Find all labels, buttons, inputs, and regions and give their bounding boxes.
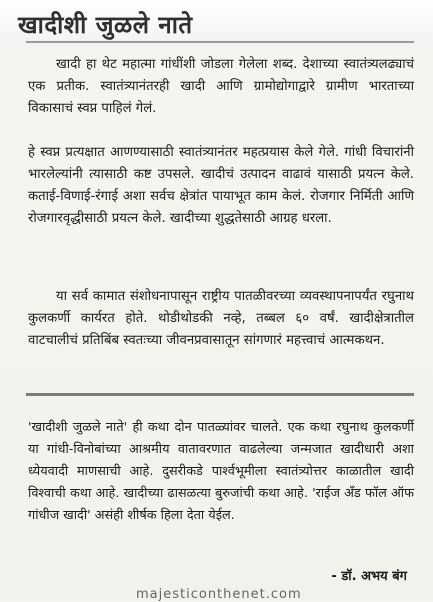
section-divider bbox=[26, 393, 414, 396]
paragraph-3 bbox=[28, 286, 414, 352]
top-divider bbox=[26, 41, 414, 43]
paragraph-1 bbox=[28, 54, 414, 120]
book-title: खादीशी जुळले नाते bbox=[18, 11, 193, 39]
website-watermark: majesticonthenet.com bbox=[136, 587, 302, 602]
paragraph-text: हे स्वप्न प्रत्यक्षात आणण्यासाठी स्वातंत्र्यानंतर महत्प्रयास केले गेले. गांधी विचारांनी भारलेल्यांनी त्यासाठी कष्ट उपसले. खादीचं उत्पादन वाढावं यासाठी प्रयत्न केले. कताई-विणाई-रंगाई अशा सर्वच क्षेत्रांत पायाभूत काम केलं. रोजगार निर्मिती आणि रोजगारवृद्धीसाठी प्रयत्न केले. खादीच्या शुद्धतेसाठी आग्रह धरला. bbox=[28, 145, 414, 226]
quote-author: - डॉ. अभय बंग bbox=[331, 569, 407, 584]
paragraph-2 bbox=[28, 142, 414, 230]
title-banner bbox=[0, 0, 433, 46]
paragraph-text: या सर्व कामात संशोधनापासून राष्ट्रीय पातळीवरच्या व्यवस्थापनापर्यंत रघुनाथ कुलकर्णी कार्यरत होते. थोडीथोडकी नव्हे, तब्बल ६० वर्षं. खादीक्षेत्रातील वाटचालीचं प्रतिबिंब स्वतःच्या जीवनप्रवासातून सांगणारं महत्त्वाचं आत्मकथन. bbox=[28, 289, 414, 348]
review-quote: 'खादीशी जुळले नाते' ही कथा दोन पातळ्यांवर चालते. एक कथा रघुनाथ कुलकर्णी या गांधी-विनोबांच्या आश्रमीय वातावरणात वाढलेल्या जन्मजात खादीधारी अशा ध्येयवादी माणसाची आहे. दुसरीकडे पार्श्वभूमीला स्वातंत्र्योत्तर काळातील खादी विश्वाची कथा आहे. खादीच्या ढासळत्या बुरुजांची कथा आहे. 'राईज अँड फॉल ऑफ गांधीज खादी' असंही शीर्षक हिला देता येईल. bbox=[28, 420, 414, 523]
paragraph-text: खादी हा थेट महात्मा गांधींशी जोडला गेलेला शब्द. देशाच्या स्वातंत्र्यलढ्याचं एक प्रतीक. स्वातंत्र्यानंतरही खादी आणि ग्रामोद्योगाद्वारे ग्रामीण भारताच्या विकासाचं स्वप्न पाहिलं गेलं. bbox=[28, 57, 414, 116]
